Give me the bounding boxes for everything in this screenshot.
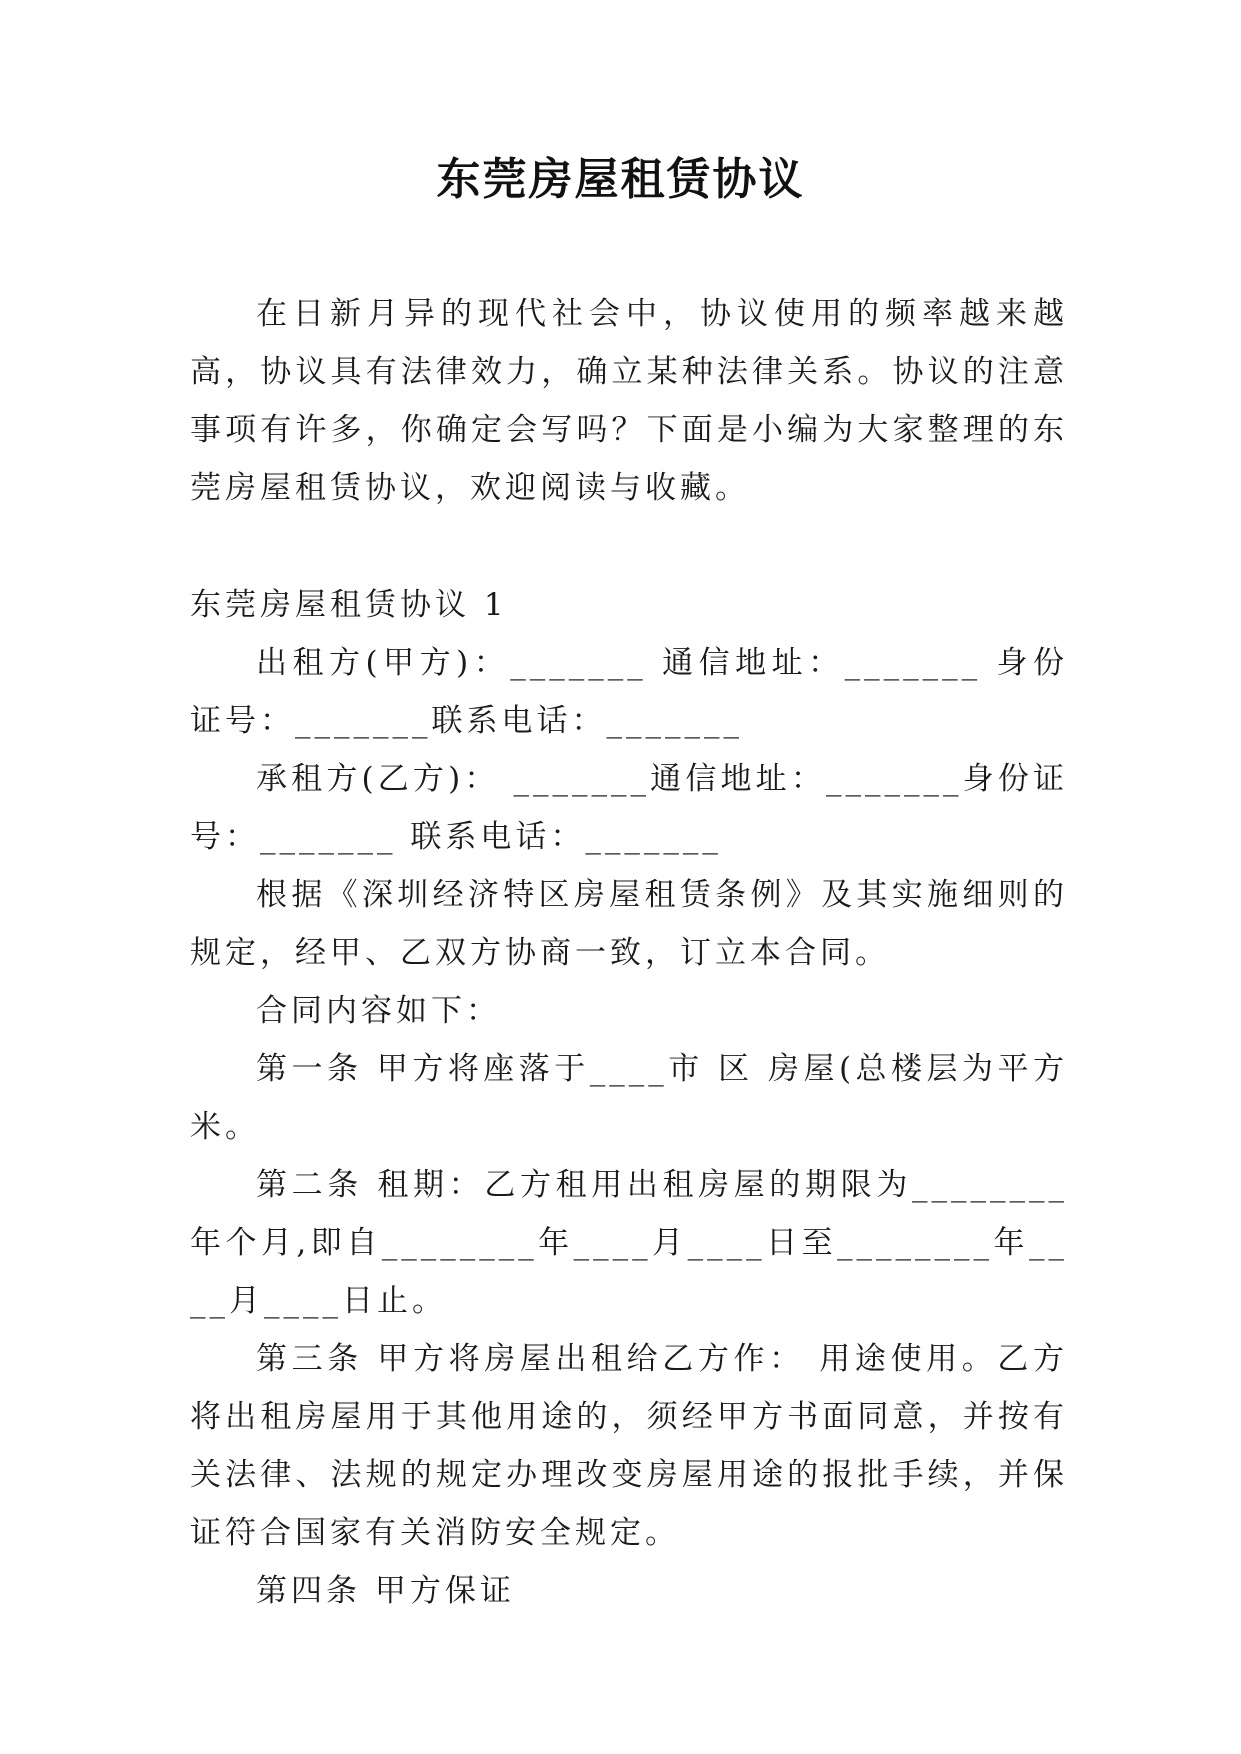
contract-intro-paragraph: 合同内容如下： bbox=[256, 993, 501, 1029]
article-4-paragraph: 第四条 甲方保证 bbox=[256, 1573, 515, 1609]
article-3-paragraph: 第三条 甲方将房屋出租给乙方作： 用途使用。乙方将出租房屋用于其他用途的，须经甲方书面同意，并按有关法律、法规的规定办理改变房屋用途的报批手续，并保证符合国家有关消防安全规定。 bbox=[190, 1341, 1068, 1551]
legal-basis-paragraph: 根据《深圳经济特区房屋租赁条例》及其实施细则的规定，经甲、乙双方协商一致，订立本合同。 bbox=[190, 877, 1068, 971]
lessor-info-paragraph: 出租方(甲方)：_______ 通信地址：_______ 身份证号：_______联系电话：_______ bbox=[190, 645, 1068, 739]
article-1-paragraph: 第一条 甲方将座落于____市 区 房屋(总楼层为平方米。 bbox=[190, 1051, 1068, 1145]
section-heading: 东莞房屋租赁协议 1 bbox=[190, 587, 508, 623]
agreement-section bbox=[190, 576, 1068, 1620]
intro-section bbox=[190, 285, 1068, 517]
intro-paragraph: 在日新月异的现代社会中，协议使用的频率越来越高，协议具有法律效力，确立某种法律关系。协议的注意事项有许多，你确定会写吗？下面是小编为大家整理的东莞房屋租赁协议，欢迎阅读与收藏。 bbox=[190, 296, 1068, 506]
document-title: 东莞房屋租赁协议 bbox=[436, 154, 805, 205]
lessee-info-paragraph: 承租方(乙方)： _______通信地址：_______身份证号：_______ 联系电话：_______ bbox=[190, 761, 1068, 855]
article-2-paragraph: 第二条 租期：乙方租用出租房屋的期限为________年个月,即自________年____月____日至________年____月____日止。 bbox=[190, 1167, 1068, 1319]
